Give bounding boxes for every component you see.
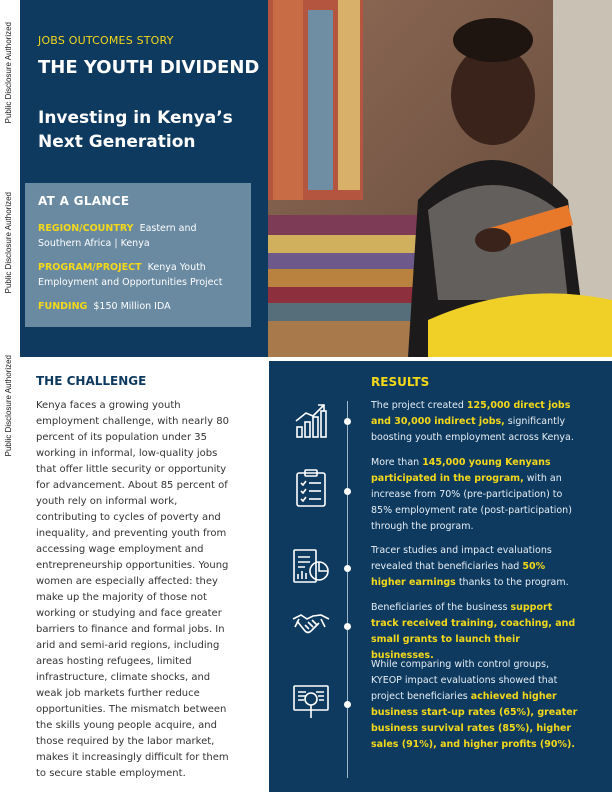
page-title: THE YOUTH DIVIDEND [38,57,260,78]
timeline-dot [344,701,351,708]
clipboard-checklist-icon [291,468,331,508]
disclosure-watermark: Public Disclosure Authorized [4,22,13,124]
report-pie-chart-icon [291,547,331,587]
result-highlight: support track received training, coaching, and small grants to launch their businesses. [371,602,576,661]
disclosure-watermark: Public Disclosure Authorized [4,355,13,457]
program-value: Kenya Youth Employment and Opportunities Project [38,262,223,288]
program-label: PROGRAM/PROJECT [38,262,142,273]
document-search-icon [291,682,331,722]
timeline-dot [344,623,351,630]
glance-heading: AT A GLANCE [38,194,130,208]
result-text: with an increase from 70% (pre-participation) to 85% employment rate (post-participation) through the program. [371,473,572,532]
result-item [371,657,579,753]
hero-photo [268,0,612,357]
results-heading: RESULTS [371,375,430,389]
results-panel [269,361,612,792]
funding-label: FUNDING [38,301,88,312]
challenge-section [36,374,236,782]
result-item [371,398,579,446]
region-value: Eastern and Southern Africa | Kenya [38,223,197,249]
timeline-dot [344,565,351,572]
result-highlight: 50% higher earnings [371,561,546,588]
hero-photo-illustration [268,0,612,357]
header-panel [20,0,268,357]
result-highlight: 125,000 direct jobs and 30,000 indirect jobs, [371,400,571,427]
result-text: significantly boosting youth employment across Kenya. [371,416,574,443]
result-text: More than [371,457,423,468]
page-subtitle: Investing in Kenya’s Next Generation [38,108,233,152]
glance-region-row [38,221,239,251]
result-text: The project created [371,400,467,411]
result-highlight: achieved higher business start-up rates (65%), greater business survival rates (85%), higher sales (91%), and higher profits (90%). [371,691,578,750]
result-text: thanks to the program. [455,577,569,588]
at-a-glance-box [25,183,251,327]
funding-value: $150 Million IDA [93,301,171,312]
result-text: Tracer studies and impact evaluations revealed that beneficiaries had [371,545,552,572]
timeline-line [347,401,348,778]
result-item [371,543,579,591]
handshake-icon [291,605,331,645]
result-item [371,455,579,535]
glance-funding-row [38,299,239,314]
timeline-dot [344,418,351,425]
disclosure-watermark: Public Disclosure Authorized [4,192,13,294]
growth-chart-icon [291,401,331,441]
story-type-label: JOBS OUTCOMES STORY [38,34,174,47]
result-item [371,600,579,664]
result-highlight: 145,000 young Kenyans participated in the program, [371,457,551,484]
challenge-body: Kenya faces a growing youth employment challenge, with nearly 80 percent of its population under 35 working in informal, low-quality jobs that offer little security or opportunity for advancement. About 85 percent of youth rely on informal work, contributing to cycles of poverty and inequality, and preventing youth from accessing wage employment and entrepreneurship opportunities. Young women are especially affected: they make up the majority of those not working or studying and face greater barriers to finance and formal jobs. In arid and semi-arid regions, including areas hosting refugees, limited infrastructure, climate shocks, and weak job markets further reduce opportunities. The mismatch between the skills young people acquire, and those required by the labor market, makes it increasingly difficult for them to secure stable employment. [36,400,229,779]
region-label: REGION/COUNTRY [38,223,134,234]
timeline-dot [344,488,351,495]
glance-program-row [38,260,239,290]
challenge-heading: THE CHALLENGE [36,374,147,388]
result-text: Beneficiaries of the business [371,602,511,613]
result-text: While comparing with control groups, KYEOP impact evaluations showed that project beneficiaries [371,659,558,702]
